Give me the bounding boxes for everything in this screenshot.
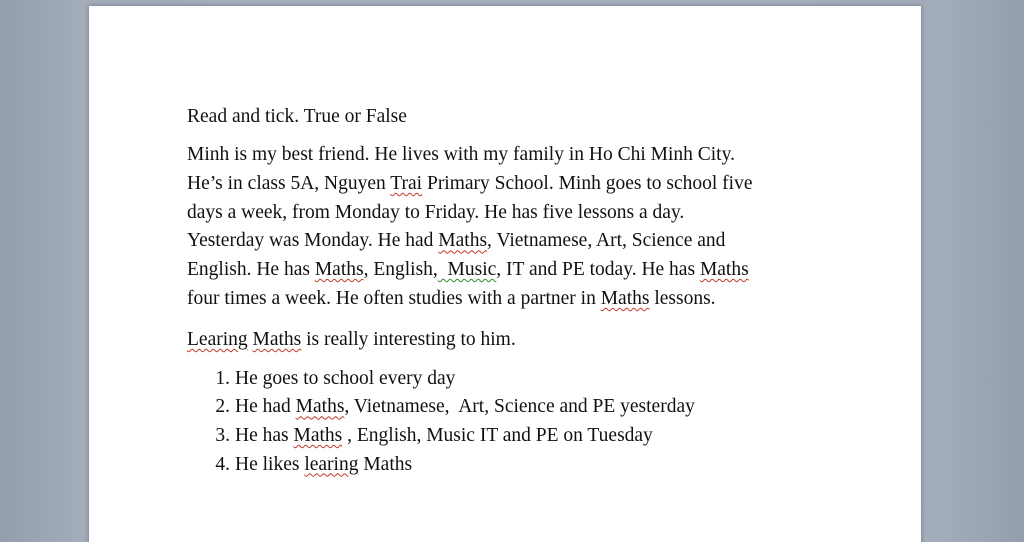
passage-line-1: Minh is my best friend. He lives with my family in Ho Chi Minh City.	[187, 144, 735, 165]
question-text-part: He has	[235, 424, 294, 446]
closing-sentence	[187, 325, 867, 354]
passage-line-5-middle: , IT and PE today. He has	[496, 259, 700, 281]
misspelled-word[interactable]: Maths	[314, 259, 364, 281]
list-item	[187, 393, 867, 422]
misspelled-word[interactable]: Maths	[699, 259, 749, 281]
grammar-flagged-word[interactable]: Music	[437, 259, 497, 281]
passage-line-2-start: He’s in class 5A, Nguyen	[187, 172, 391, 194]
question-text-part: He goes to school every day	[235, 367, 456, 389]
question-text	[235, 365, 455, 394]
passage-line-5-start: English. He has	[187, 259, 315, 281]
question-text	[235, 422, 653, 451]
passage-line-6-end: lessons.	[649, 287, 716, 309]
question-text-part: Maths	[358, 453, 413, 475]
list-item	[187, 365, 867, 394]
question-text-part: , English, Music IT and PE on Tuesday	[342, 424, 653, 446]
misspelled-word[interactable]: Maths	[438, 230, 488, 252]
document-body[interactable]	[187, 102, 867, 479]
question-number: 2.	[215, 396, 230, 418]
list-item	[187, 422, 867, 451]
misspelled-word[interactable]: Maths	[295, 396, 345, 418]
passage-line-5-part: , English,	[363, 259, 438, 281]
closing-text: is really interesting to him.	[301, 328, 516, 350]
misspelled-word[interactable]: Maths	[293, 424, 343, 446]
misspelled-word[interactable]: Maths	[252, 328, 302, 350]
misspelled-word[interactable]: Maths	[600, 287, 650, 309]
exercise-heading	[187, 102, 867, 131]
question-text-part: He had	[235, 396, 296, 418]
passage-line-4-start: Yesterday was Monday. He had	[187, 230, 439, 252]
question-number: 3.	[215, 424, 230, 446]
misspelled-word[interactable]: Learing	[187, 328, 248, 350]
question-number: 4.	[215, 453, 230, 475]
passage-line-6-start: four times a week. He often studies with a partner in	[187, 287, 601, 309]
misspelled-word[interactable]: learing	[304, 453, 359, 475]
passage-line-4-end: , Vietnamese, Art, Science and	[487, 230, 726, 252]
question-list	[187, 365, 867, 479]
document-page[interactable]	[89, 6, 921, 542]
question-text-part: , Vietnamese, Art, Science and PE yesterday	[344, 396, 695, 418]
reading-passage	[187, 141, 867, 314]
question-text	[235, 451, 412, 480]
question-number: 1.	[215, 367, 230, 389]
question-text-part: He likes	[235, 453, 305, 475]
question-text	[235, 393, 695, 422]
exercise-heading-text: Read and tick. True or False	[187, 106, 407, 127]
passage-line-3: days a week, from Monday to Friday. He has five lessons a day.	[187, 201, 685, 223]
misspelled-word[interactable]: Trai	[390, 172, 423, 194]
passage-line-2-end: Primary School. Minh goes to school five	[422, 172, 753, 194]
list-item	[187, 451, 867, 480]
